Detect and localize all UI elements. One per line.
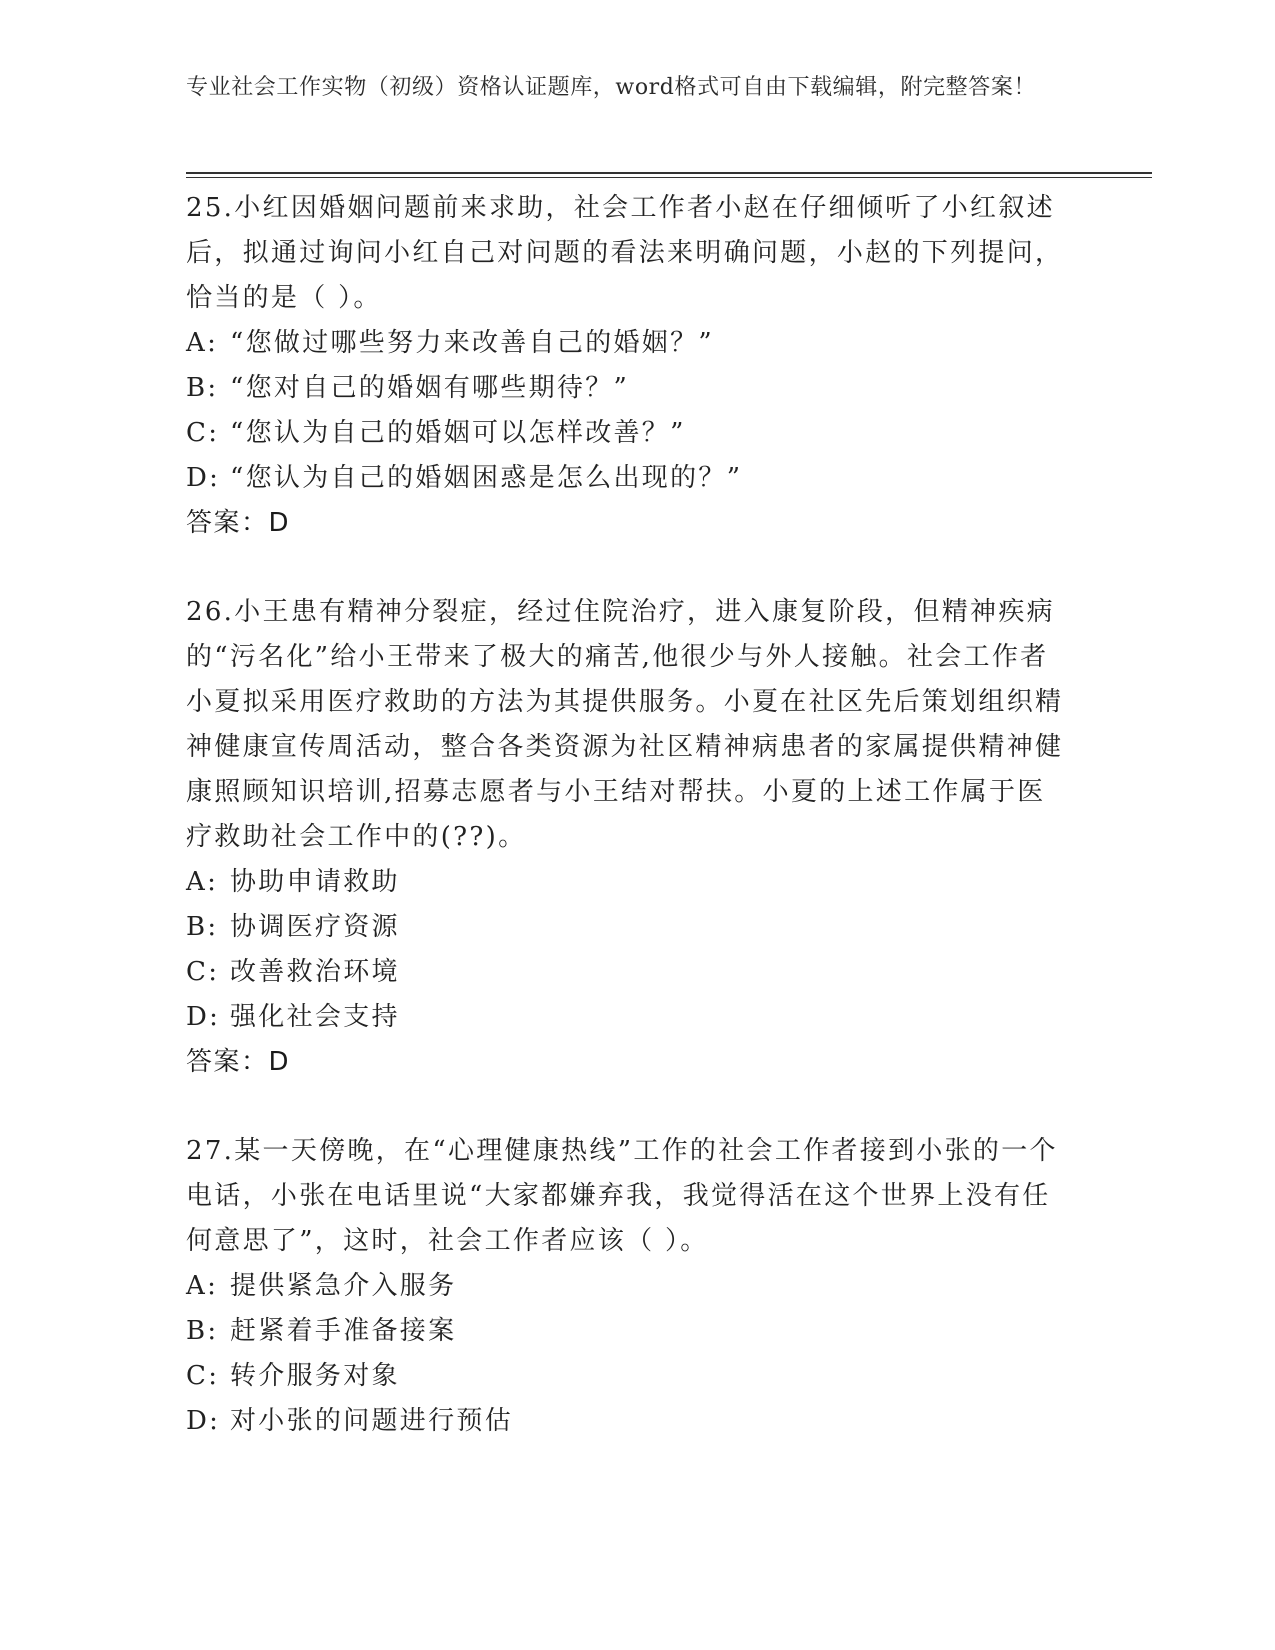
option-text: “您做过哪些努力来改善自己的婚姻？”: [230, 328, 714, 358]
option-key: A:: [186, 867, 219, 897]
option-text: 协调医疗资源: [230, 912, 400, 942]
answer-line: 答案：D: [186, 1047, 291, 1077]
option-text: 改善救治环境: [230, 957, 400, 987]
answer-line: 答案：D: [186, 508, 291, 538]
option-key: A:: [186, 1271, 219, 1301]
option-d: [186, 456, 1066, 501]
option-key: D:: [186, 1002, 221, 1032]
option-text: 提供紧急介入服务: [230, 1271, 457, 1301]
option-b: [186, 1309, 1066, 1354]
option-text: “您认为自己的婚姻困惑是怎么出现的？”: [230, 463, 743, 493]
option-c: [186, 950, 1066, 995]
option-text: 协助申请救助: [230, 867, 400, 897]
option-key: C:: [186, 1361, 220, 1391]
option-text: 赶紧着手准备接案: [230, 1316, 457, 1346]
option-d: [186, 1399, 1066, 1444]
option-a: [186, 321, 1066, 366]
option-key: B:: [186, 912, 219, 942]
question-stem: 27.某一天傍晚，在“心理健康热线”工作的社会工作者接到小张的一个电话，小张在电话里说“大家都嫌弃我，我觉得活在这个世界上没有任何意思了”，这时，社会工作者应该（ ）。: [186, 1136, 1058, 1256]
question-26: [186, 590, 1066, 1085]
option-a: [186, 860, 1066, 905]
question-25: [186, 186, 1066, 546]
document-header: 专业社会工作实物（初级）资格认证题库，word格式可自由下载编辑，附完整答案！: [186, 75, 1037, 100]
option-text: 转介服务对象: [230, 1361, 400, 1391]
option-key: C:: [186, 418, 220, 448]
question-stem: 26.小王患有精神分裂症，经过住院治疗，进入康复阶段，但精神疾病的“污名化”给小王带来了极大的痛苦,他很少与外人接触。社会工作者小夏拟采用医疗救助的方法为其提供服务。小夏在社区先后策划组织精神健康宣传周活动，整合各类资源为社区精神病患者的家属提供精神健康照顾知识培训,招募志愿者与小王结对帮扶。小夏的上述工作属于医疗救助社会工作中的(??)。: [186, 597, 1064, 852]
option-key: D:: [186, 1406, 221, 1436]
option-key: B:: [186, 373, 219, 403]
option-key: C:: [186, 957, 220, 987]
option-a: [186, 1264, 1066, 1309]
option-d: [186, 995, 1066, 1040]
option-b: [186, 905, 1066, 950]
option-c: [186, 411, 1066, 456]
option-key: A:: [186, 328, 219, 358]
option-key: B:: [186, 1316, 219, 1346]
option-text: “您对自己的婚姻有哪些期待？”: [230, 373, 630, 403]
option-text: “您认为自己的婚姻可以怎样改善？”: [230, 418, 686, 448]
question-27: [186, 1129, 1066, 1444]
question-list: [186, 186, 1066, 1444]
question-stem: 25.小红因婚姻问题前来求助，社会工作者小赵在仔细倾听了小红叙述后，拟通过询问小红自己对问题的看法来明确问题，小赵的下列提问，恰当的是（ ）。: [186, 193, 1064, 313]
option-b: [186, 366, 1066, 411]
header-divider: [186, 172, 1152, 178]
option-key: D:: [186, 463, 221, 493]
option-text: 对小张的问题进行预估: [230, 1406, 514, 1436]
option-text: 强化社会支持: [230, 1002, 400, 1032]
option-c: [186, 1354, 1066, 1399]
